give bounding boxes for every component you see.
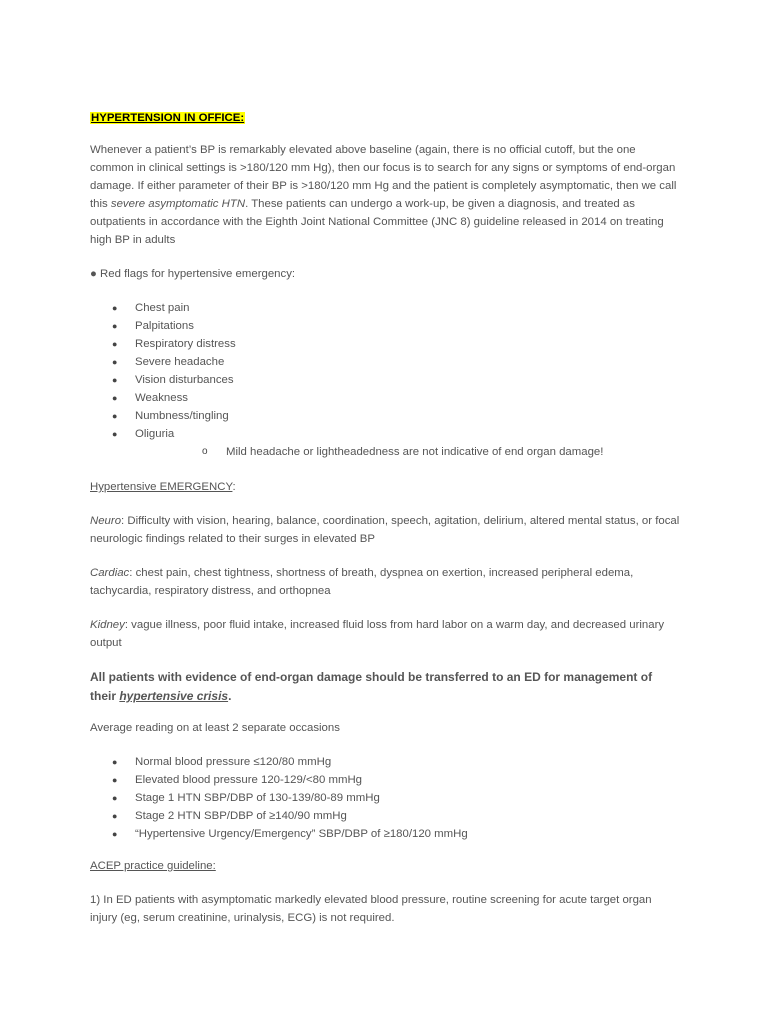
intro-text-2: . These patients can undergo a work-up, be given a diagnosis, and treated as outpatients in accordance with the Eighth Joint National Committee (JNC 8) guideline released in 2014 on treating high BP in adults [90, 198, 664, 246]
section-heading [90, 109, 680, 127]
bullet-icon: ● [112, 775, 118, 785]
bp-categories-list [90, 753, 680, 843]
list-item [90, 753, 680, 771]
acep-point-1: 1) In ED patients with asymptomatic markedly elevated blood pressure, routine screening for acute target organ injury (eg, serum creatinine, urinalysis, ECG) is not required. [90, 894, 652, 924]
emergency-colon: : [232, 481, 236, 493]
bullet-icon: ● [112, 393, 118, 403]
list-item-text: Oliguria [135, 428, 175, 440]
list-item-text: Chest pain [135, 302, 190, 314]
acep-title: ACEP practice guideline: [90, 860, 216, 872]
red-flags-intro: ● Red flags for hypertensive emergency: [90, 268, 296, 280]
cardiac-text: : chest pain, chest tightness, shortness of breath, dyspnea on exertion, increased peripheral edema, tachycardia, respiratory distress, and orthopnea [90, 567, 634, 597]
bullet-icon: ● [112, 375, 118, 385]
list-item-text: Stage 2 HTN SBP/DBP of ≥140/90 mmHg [135, 810, 347, 822]
list-item [90, 407, 680, 425]
list-item [90, 299, 680, 317]
average-reading: Average reading on at least 2 separate occasions [90, 722, 340, 734]
bullet-icon: ● [112, 303, 118, 313]
list-item [90, 807, 680, 825]
list-item-text: Severe headache [135, 356, 225, 368]
bullet-icon: ● [112, 793, 118, 803]
red-flags-list [90, 299, 680, 461]
bullet-icon: ● [112, 429, 118, 439]
list-item-text: Stage 1 HTN SBP/DBP of 130-139/80-89 mmHg [135, 792, 380, 804]
intro-text-1: Whenever a patient’s BP is remarkably elevated above baseline (again, there is no official cutoff, but the one common in clinical settings is >180/120 mm Hg), then our focus is to search for any signs or symptoms of end-organ damage. If either parameter of their BP is >180/120 mm Hg and the patient is completely asymptomatic, then we call this [90, 144, 677, 210]
list-item [90, 789, 680, 807]
emergency-title-line [90, 478, 680, 496]
list-item-text: Palpitations [135, 320, 194, 332]
kidney-label: Kidney [90, 619, 125, 631]
cardiac-paragraph [90, 564, 680, 600]
list-item-text: Elevated blood pressure 120-129/<80 mmHg [135, 774, 363, 786]
list-item-text: Normal blood pressure ≤120/80 mmHg [135, 756, 332, 768]
highlighted-heading: HYPERTENSION IN OFFICE: [91, 112, 245, 124]
list-item [90, 825, 680, 843]
list-item [90, 353, 680, 371]
list-item-text: “Hypertensive Urgency/Emergency” SBP/DBP of ≥180/120 mmHg [135, 828, 468, 840]
list-item [90, 371, 680, 389]
list-item-text: Respiratory distress [135, 338, 236, 350]
neuro-paragraph [90, 512, 680, 548]
acep-title-line [90, 857, 680, 875]
bullet-icon: ● [112, 811, 118, 821]
bullet-icon: ● [112, 339, 118, 349]
list-item [90, 317, 680, 335]
circle-bullet-icon: o [202, 446, 208, 457]
intro-paragraph [90, 141, 680, 249]
kidney-paragraph [90, 616, 680, 652]
bullet-icon: ● [112, 321, 118, 331]
neuro-label: Neuro [90, 515, 122, 527]
list-item [90, 335, 680, 353]
list-item [90, 425, 680, 461]
list-item-text: Numbness/tingling [135, 410, 229, 422]
list-item [90, 771, 680, 789]
list-item-text: Vision disturbances [135, 374, 234, 386]
bullet-icon: ● [112, 411, 118, 421]
bullet-icon: ● [112, 757, 118, 767]
intro-italic-term: severe asymptomatic HTN [110, 198, 246, 210]
bullet-icon: ● [112, 829, 118, 839]
list-item [90, 389, 680, 407]
document-content [90, 109, 680, 943]
neuro-text: : Difficulty with vision, hearing, balance, coordination, speech, agitation, delirium, altered mental status, or focal neurologic findings related to their surges in elevated BP [90, 515, 680, 545]
cardiac-label: Cardiac [90, 567, 130, 579]
emergency-title: Hypertensive EMERGENCY [90, 481, 233, 493]
transfer-end: . [228, 689, 232, 703]
bullet-icon: ● [112, 357, 118, 367]
sub-list-item-text: Mild headache or lightheadedness are not indicative of end organ damage! [226, 446, 604, 458]
transfer-paragraph [90, 668, 680, 706]
list-item-text: Weakness [135, 392, 188, 404]
red-flags-sublist [135, 443, 680, 461]
transfer-emphasis: hypertensive crisis [119, 689, 229, 703]
kidney-text: : vague illness, poor fluid intake, increased fluid loss from hard labor on a warm day, and decreased urinary output [90, 619, 665, 649]
sub-list-item [135, 443, 680, 461]
transfer-text: All patients with evidence of end-organ damage should be transferred to an ED for management of their [90, 670, 653, 703]
